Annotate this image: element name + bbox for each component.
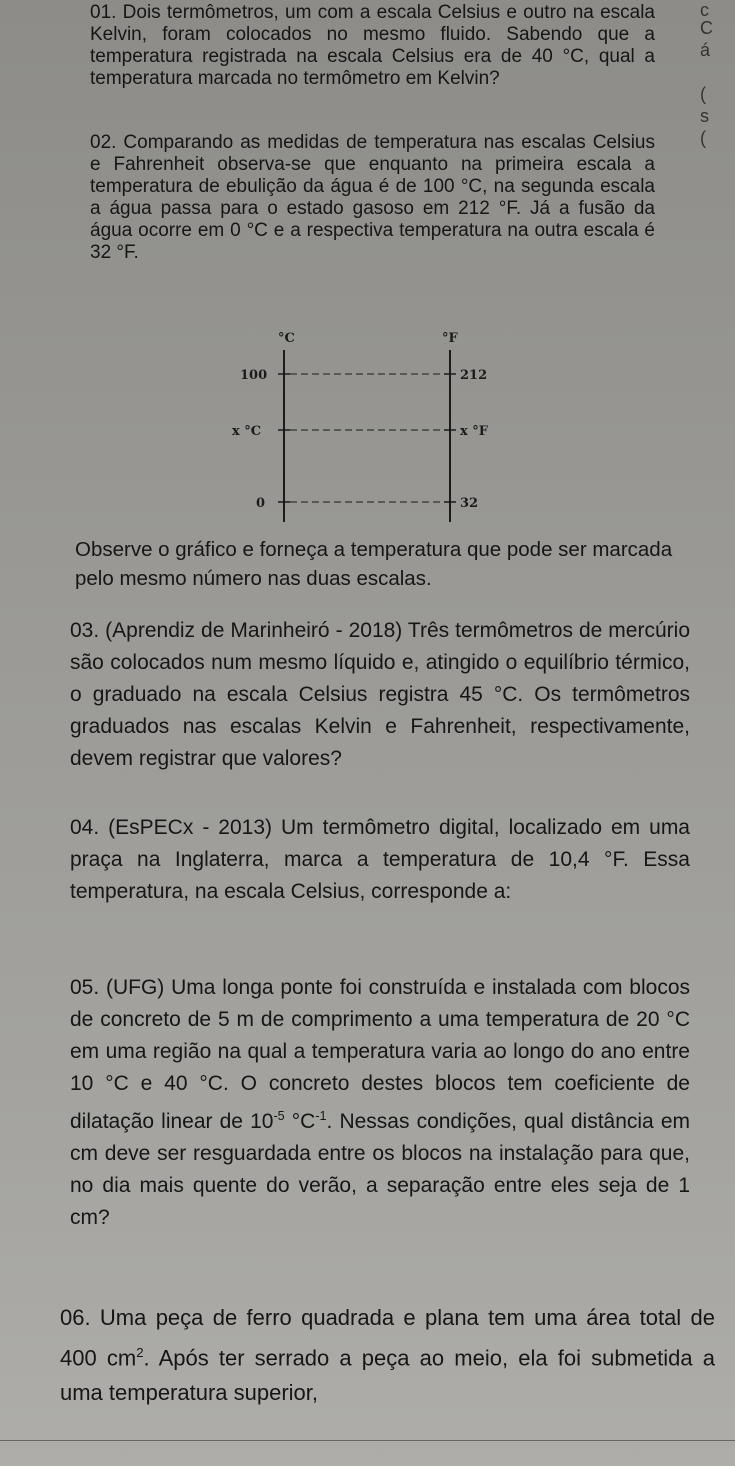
fahrenheit-label-212: 212 xyxy=(460,368,488,383)
coefficient-unit-exponent: -1 xyxy=(315,1109,327,1123)
fahrenheit-axis-label: °F xyxy=(442,331,458,346)
margin-fragment: ( xyxy=(700,84,706,104)
question-03: 03. (Aprendiz de Marinheiró - 2018) Três termômetros de mercúrio são colocados num mesmo líquido e, atingido o equilíbrio térmico, o graduado na escala Celsius registra 45 °C. Os termômetros graduados nas escalas Kelvin e Fahrenheit, respectivamente, devem registrar que valores? xyxy=(70,619,690,770)
fahrenheit-label-32: 32 xyxy=(460,496,479,511)
question-01: 01. Dois termômetros, um com a escala Celsius e outro na escala Kelvin, foram colocados no mesmo fluido. Sabendo que a temperatura registrada na escala Celsius era de 40 °C, qual a temperatura marcada no termômetro em Kelvin? xyxy=(90,2,655,89)
question-05-part1: 05. (UFG) Uma longa ponte foi construída e instalada com blocos de concreto de 5 m de comprimento a uma temperatura de 20 °C em uma região na qual a temperatura varia ao longo do ano entre 10 °C e 40 °C. O concreto destes blocos tem coeficiente de dilatação linear de xyxy=(70,976,690,1133)
coefficient-base: 10 xyxy=(250,1110,274,1133)
celsius-label-0: 0 xyxy=(256,496,266,511)
celsius-fahrenheit-diagram xyxy=(220,322,520,527)
question-06 xyxy=(60,1300,715,1410)
coefficient-exponent: -5 xyxy=(273,1109,285,1123)
margin-fragment: c xyxy=(700,0,709,20)
question-06-part1: 06. Uma peça de ferro quadrada e plana tem uma área total de 400 cm xyxy=(60,1305,715,1371)
celsius-label-x: x °C xyxy=(232,424,262,439)
question-05 xyxy=(70,972,690,1234)
celsius-axis-label: °C xyxy=(278,331,295,346)
margin-fragment: á xyxy=(700,40,711,60)
margin-fragment: C xyxy=(700,18,713,38)
area-exponent: 2 xyxy=(136,1345,144,1360)
fahrenheit-label-x: x °F xyxy=(460,424,489,439)
question-05-part2: . Nessas condições, qual distância em cm deve ser resguardada entre os blocos na instalação para que, no dia mais quente do verão, a separação entre eles seja de 1 cm? xyxy=(70,1110,691,1229)
margin-fragment: s xyxy=(700,106,709,126)
question-04: 04. (EsPECx - 2013) Um termômetro digital, localizado em uma praça na Inglaterra, marca a temperatura de 10,4 °F. Essa temperatura, na escala Celsius, corresponde a: xyxy=(70,816,690,903)
coefficient-unit: °C xyxy=(284,1110,316,1133)
question-06-part2: . Após ter serrado a peça ao meio, ela foi submetida a uma temperatura superior, xyxy=(60,1345,715,1406)
margin-fragment: ( xyxy=(700,128,706,148)
page-bottom-edge xyxy=(0,1440,735,1441)
celsius-label-100: 100 xyxy=(240,368,268,383)
question-02: 02. Comparando as medidas de temperatura nas escalas Celsius e Fahrenheit observa-se que enquanto na primeira escala a temperatura de ebulição da água é de 100 °C, na segunda escala a água passa para o estado gasoso em 212 °F. Já a fusão da água ocorre em 0 °C e a respectiva temperatura na outra escala é 32 °F. xyxy=(90,132,655,263)
observe-instruction: Observe o gráfico e forneça a temperatura que pode ser marcada pelo mesmo número nas duas escalas. xyxy=(75,538,673,590)
